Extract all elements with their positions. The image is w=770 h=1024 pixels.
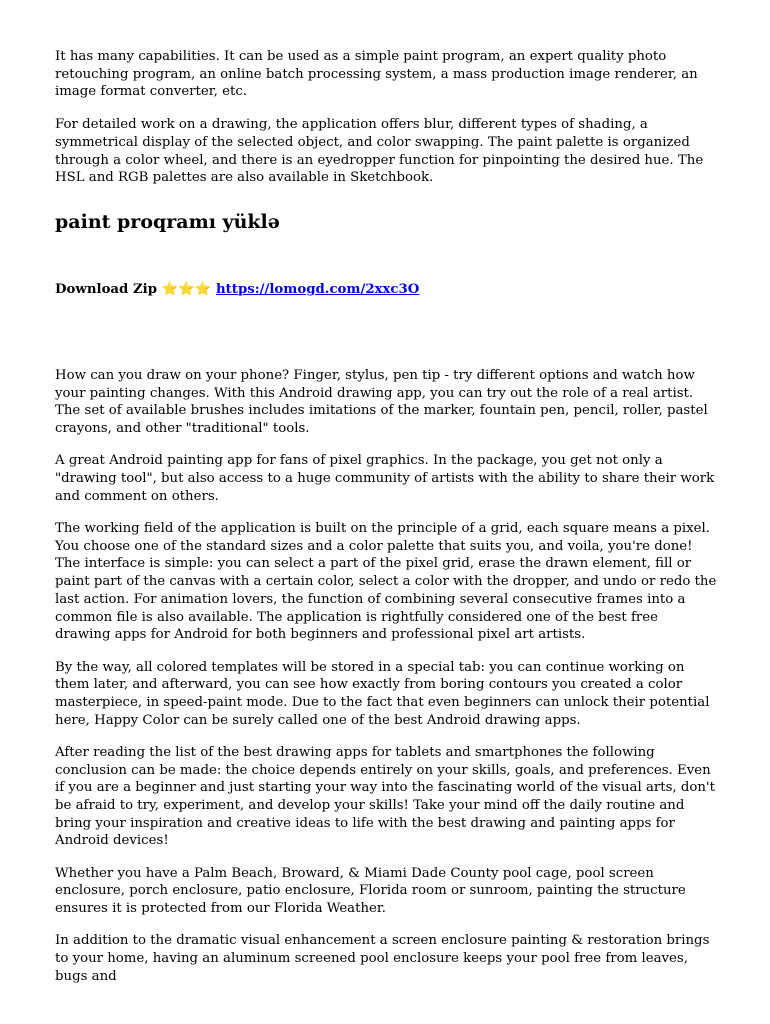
- article-body: [55, 367, 717, 986]
- paragraph: After reading the list of the best drawing apps for tablets and smartphones the following conclusion can be made: the choice depends entirely on your skills, goals, and preferences. Even if you are a beginner and just starting your way into the fascinating world of the visual arts, don't be afraid to try, experiment, and develop your skills! Take your mind off the daily routine and bring your inspiration and creative ideas to life with the best drawing and painting apps for Android devices!: [55, 744, 715, 849]
- download-link[interactable]: https://lomogd.com/2xxc3O: [216, 281, 420, 297]
- paragraph: A great Android painting app for fans of pixel graphics. In the package, you get not only a "drawing tool", but also access to a huge community of artists with the ability to share their work and comment on others.: [55, 453, 715, 504]
- paragraph: Whether you have a Palm Beach, Broward, & Miami Dade County pool cage, pool screen enclosure, porch enclosure, patio enclosure, Florida room or sunroom, painting the structure ensures it is protected from our Florida Weather.: [55, 865, 686, 917]
- download-line: [55, 281, 717, 299]
- document-page: [55, 48, 717, 1000]
- download-label: Download Zip: [55, 281, 158, 297]
- paragraph: The working field of the application is built on the principle of a grid, each square means a pixel. You choose one of the standard sizes and a color palette that suits you, and voila, you're done! The interface is simple: you can select a part of the pixel grid, erase the drawn element, fill or paint part of the canvas with a certain color, select a color with the dropper, and undo or redo the last action. For animation lovers, the function of combining several consecutive frames into a common file is also available. The application is rightfully considered one of the best free drawing apps for Android for both beginners and professional pixel art artists.: [55, 521, 717, 643]
- download-arrows: ⭐⭐⭐: [161, 281, 212, 297]
- paragraph: How can you draw on your phone? Finger, stylus, pen tip - try different options and watch how your painting changes. With this Android drawing app, you can try out the role of a real artist. The set of available brushes includes imitations of the marker, fountain pen, pencil, roller, pastel crayons, and other "traditional" tools.: [55, 367, 708, 437]
- page-heading: paint proqramı yüklə: [55, 210, 280, 233]
- intro-paragraph-2: For detailed work on a drawing, the application offers blur, different types of shading, a symmetrical display of the selected object, and color swapping. The paint palette is organized through a color wheel, and there is an eyedropper function for pinpointing the desired hue. The HSL and RGB palettes are also available in Sketchbook.: [55, 117, 704, 186]
- intro-paragraph-1: It has many capabilities. It can be used as a simple paint program, an expert quality photo retouching program, an online batch processing system, a mass production image renderer, an image format converter, etc.: [55, 49, 698, 100]
- paragraph: By the way, all colored templates will be stored in a special tab: you can continue working on them later, and afterward, you can see how exactly from boring contours you created a color masterpiece, in speed-paint mode. Due to the fact that even beginners can unlock their potential here, Happy Color can be surely called one of the best Android drawing apps.: [55, 659, 710, 728]
- paragraph: In addition to the dramatic visual enhancement a screen enclosure painting & restoration brings to your home, having an aluminum screened pool enclosure keeps your pool free from leaves, bugs and: [55, 933, 710, 984]
